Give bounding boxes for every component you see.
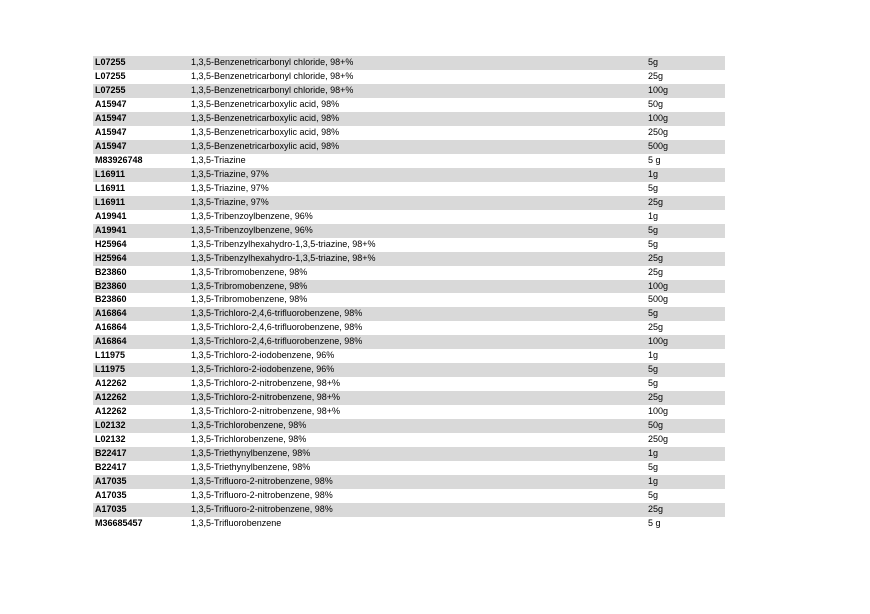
table-row (93, 112, 725, 126)
catalog-number-cell: B23860 (95, 280, 127, 291)
catalog-number-cell: A16864 (95, 308, 127, 319)
table-row (93, 224, 725, 238)
pack-size-cell: 5g (648, 224, 659, 235)
pack-size-cell: 500g (648, 140, 669, 151)
catalog-number-cell: A15947 (95, 126, 127, 137)
catalog-number-cell: A17035 (95, 490, 127, 501)
product-name-cell: 1,3,5-Benzenetricarboxylic acid, 98% (191, 140, 340, 151)
product-name-cell: 1,3,5-Tribromobenzene, 98% (191, 280, 308, 291)
product-name-cell: 1,3,5-Benzenetricarboxylic acid, 98% (191, 126, 340, 137)
product-name-cell: 1,3,5-Triazine, 97% (191, 182, 269, 193)
pack-size-cell: 5 g (648, 517, 661, 528)
product-name-cell: 1,3,5-Trichloro-2-nitrobenzene, 98+% (191, 392, 340, 403)
product-name-cell: 1,3,5-Trichloro-2,4,6-trifluorobenzene, 98% (191, 308, 363, 319)
catalog-number-cell: L07255 (95, 57, 126, 67)
catalog-number-cell: A17035 (95, 504, 127, 514)
catalog-number-cell: L02132 (95, 420, 126, 431)
catalog-number-cell: H25964 (95, 238, 127, 249)
pack-size-cell: 25g (648, 322, 664, 333)
table-row (93, 391, 725, 405)
catalog-number-cell: A17035 (95, 476, 127, 487)
pack-size-cell: 5g (648, 57, 659, 67)
pack-size-cell: 100g (648, 112, 669, 123)
product-name-cell: 1,3,5-Trifluorobenzene (191, 517, 282, 528)
pack-size-cell: 50g (648, 98, 664, 109)
pack-size-cell: 1g (648, 350, 659, 361)
catalog-number-cell: L07255 (95, 84, 126, 95)
product-name-cell: 1,3,5-Tribenzoylbenzene, 96% (191, 224, 313, 235)
table-row (93, 252, 725, 266)
pack-size-cell: 5g (648, 308, 659, 319)
catalog-number-cell: A19941 (95, 224, 127, 235)
table-row (93, 461, 725, 475)
product-name-cell: 1,3,5-Benzenetricarbonyl chloride, 98+% (191, 84, 354, 95)
table-row (93, 349, 725, 363)
table-row (93, 154, 725, 168)
catalog-number-cell: A15947 (95, 140, 127, 151)
product-name-cell: 1,3,5-Benzenetricarboxylic acid, 98% (191, 112, 340, 123)
catalog-number-cell: A12262 (95, 392, 127, 403)
product-name-cell: 1,3,5-Triazine (191, 154, 246, 165)
catalog-number-cell: H25964 (95, 252, 127, 263)
product-name-cell: 1,3,5-Trichloro-2,4,6-trifluorobenzene, 98% (191, 322, 363, 333)
product-name-cell: 1,3,5-Benzenetricarbonyl chloride, 98+% (191, 70, 354, 81)
catalog-number-cell: M83926748 (95, 154, 143, 165)
table-row (93, 489, 725, 503)
table-row (93, 266, 725, 280)
product-name-cell: 1,3,5-Trichlorobenzene, 98% (191, 420, 307, 431)
catalog-number-cell: L11975 (95, 350, 126, 361)
table-row (93, 405, 725, 419)
pack-size-cell: 25g (648, 266, 664, 277)
pack-size-cell: 5 g (648, 154, 661, 165)
pack-size-cell: 25g (648, 196, 664, 207)
catalog-number-cell: L16911 (95, 168, 126, 179)
product-name-cell: 1,3,5-Benzenetricarbonyl chloride, 98+% (191, 57, 354, 67)
catalog-number-cell: A16864 (95, 322, 127, 333)
pack-size-cell: 25g (648, 392, 664, 403)
table-row (93, 447, 725, 461)
pack-size-cell: 100g (648, 336, 669, 347)
pack-size-cell: 100g (648, 280, 669, 291)
pack-size-cell: 250g (648, 434, 669, 445)
table-row (93, 321, 725, 335)
catalog-number-cell: A19941 (95, 210, 127, 221)
pack-size-cell: 500g (648, 294, 669, 305)
product-name-cell: 1,3,5-Benzenetricarboxylic acid, 98% (191, 98, 340, 109)
catalog-number-cell: A16864 (95, 336, 127, 347)
table-row (93, 140, 725, 154)
pack-size-cell: 25g (648, 252, 664, 263)
product-name-cell: 1,3,5-Triazine, 97% (191, 196, 269, 207)
table-row (93, 56, 725, 70)
catalog-number-cell: B23860 (95, 294, 127, 305)
catalog-number-cell: L07255 (95, 70, 126, 81)
pack-size-cell: 5g (648, 238, 659, 249)
product-name-cell: 1,3,5-Tribenzylhexahydro-1,3,5-triazine, 98+% (191, 238, 376, 249)
catalog-number-cell: L11975 (95, 364, 126, 375)
table-row (93, 363, 725, 377)
table-row (93, 182, 725, 196)
table-row (93, 503, 725, 517)
product-name-cell: 1,3,5-Trifluoro-2-nitrobenzene, 98% (191, 490, 333, 501)
pack-size-cell: 1g (648, 476, 659, 487)
table-row (93, 475, 725, 489)
table-row (93, 238, 725, 252)
catalog-number-cell: L02132 (95, 434, 126, 445)
pack-size-cell: 50g (648, 420, 664, 431)
product-name-cell: 1,3,5-Trichloro-2-iodobenzene, 96% (191, 350, 335, 361)
catalog-number-cell: L16911 (95, 196, 126, 207)
catalog-number-cell: B22417 (95, 462, 127, 473)
pack-size-cell: 5g (648, 378, 659, 389)
product-name-cell: 1,3,5-Trichloro-2-nitrobenzene, 98+% (191, 378, 340, 389)
product-name-cell: 1,3,5-Trichloro-2,4,6-trifluorobenzene, 98% (191, 336, 363, 347)
product-name-cell: 1,3,5-Trichloro-2-iodobenzene, 96% (191, 364, 335, 375)
catalog-number-cell: L16911 (95, 182, 126, 193)
table-row (93, 307, 725, 321)
table-row (93, 377, 725, 391)
table-row (93, 293, 725, 307)
product-name-cell: 1,3,5-Tribromobenzene, 98% (191, 266, 308, 277)
pack-size-cell: 5g (648, 490, 659, 501)
product-name-cell: 1,3,5-Trichloro-2-nitrobenzene, 98+% (191, 406, 340, 417)
catalog-number-cell: A15947 (95, 98, 127, 109)
product-name-cell: 1,3,5-Triethynylbenzene, 98% (191, 462, 311, 473)
product-name-cell: 1,3,5-Tribenzylhexahydro-1,3,5-triazine, 98+% (191, 252, 376, 263)
pack-size-cell: 25g (648, 504, 664, 514)
catalog-number-cell: A12262 (95, 406, 127, 417)
table-row (93, 98, 725, 112)
table-row (93, 433, 725, 447)
product-name-cell: 1,3,5-Triazine, 97% (191, 168, 269, 179)
catalog-number-cell: B22417 (95, 448, 127, 459)
pack-size-cell: 5g (648, 364, 659, 375)
catalog-number-cell: M36685457 (95, 517, 143, 528)
pack-size-cell: 25g (648, 70, 664, 81)
product-name-cell: 1,3,5-Trichlorobenzene, 98% (191, 434, 307, 445)
product-name-cell: 1,3,5-Trifluoro-2-nitrobenzene, 98% (191, 504, 333, 514)
catalog-number-cell: A15947 (95, 112, 127, 123)
table-row (93, 210, 725, 224)
pack-size-cell: 250g (648, 126, 669, 137)
table-row (93, 419, 725, 433)
product-name-cell: 1,3,5-Triethynylbenzene, 98% (191, 448, 311, 459)
product-name-cell: 1,3,5-Trifluoro-2-nitrobenzene, 98% (191, 476, 333, 487)
table-row (93, 280, 725, 294)
pack-size-cell: 5g (648, 182, 659, 193)
pack-size-cell: 100g (648, 406, 669, 417)
pack-size-cell: 1g (648, 210, 659, 221)
table-row (93, 84, 725, 98)
pack-size-cell: 5g (648, 462, 659, 473)
pack-size-cell: 1g (648, 448, 659, 459)
pack-size-cell: 1g (648, 168, 659, 179)
product-name-cell: 1,3,5-Tribromobenzene, 98% (191, 294, 308, 305)
catalog-number-cell: A12262 (95, 378, 127, 389)
table-row (93, 335, 725, 349)
table-row (93, 517, 725, 531)
catalog-number-cell: B23860 (95, 266, 127, 277)
table-row (93, 70, 725, 84)
table-row (93, 126, 725, 140)
table-row (93, 168, 725, 182)
product-table (93, 56, 725, 531)
product-name-cell: 1,3,5-Tribenzoylbenzene, 96% (191, 210, 313, 221)
pack-size-cell: 100g (648, 84, 669, 95)
table-row (93, 196, 725, 210)
